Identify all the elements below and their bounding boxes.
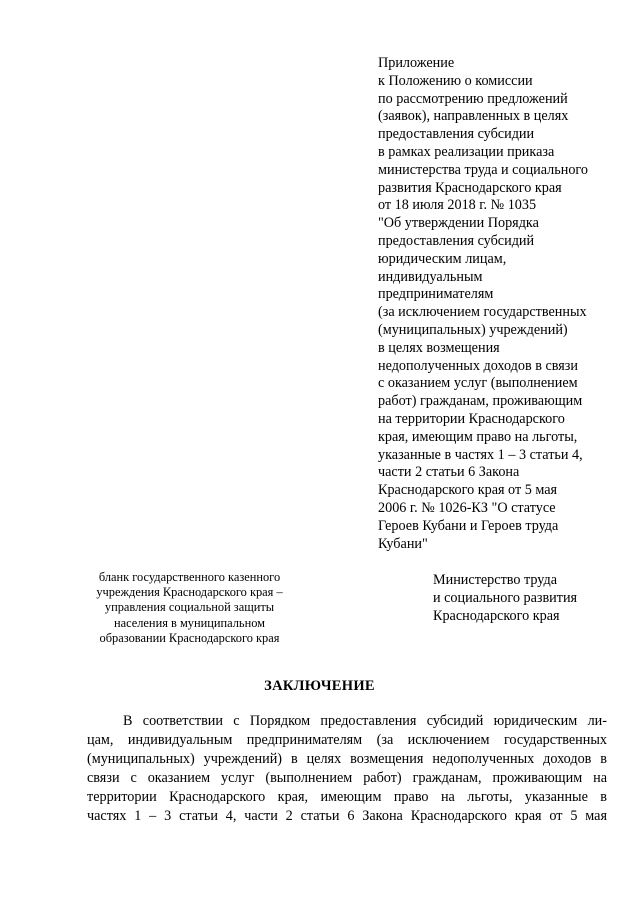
body-line: цам, индивидуальным предпринимателям (за исключением государственных — [87, 732, 607, 748]
body-line: частях 1 – 3 статьи 4, части 2 статьи 6 Закона Краснодарского края от 5 мая — [87, 808, 607, 824]
appendix-line: в рамках реализации приказа — [378, 143, 555, 160]
appendix-line: предпринимателям — [378, 286, 494, 303]
letterhead-line: образовании Краснодарского края — [99, 630, 280, 645]
appendix-line: к Положению о комиссии — [378, 72, 533, 89]
body-line: связи с оказанием услуг (выполнением работ) гражданам, проживающим на — [87, 770, 607, 786]
appendix-line: "Об утверждении Порядка — [378, 215, 539, 232]
appendix-line: министерства труда и социального — [378, 161, 588, 178]
appendix-line: от 18 июля 2018 г. № 1035 — [378, 197, 537, 214]
appendix-line: (заявок), направленных в целях — [378, 108, 569, 125]
appendix-block — [378, 55, 628, 553]
letterhead-line: бланк государственного казенного — [98, 570, 281, 584]
letterhead-line: населения в муниципальном — [113, 615, 266, 630]
letterhead-line: управления социальной защиты — [104, 600, 275, 615]
addressee-line: Министерство труда — [433, 572, 558, 588]
body-line: территории Краснодарского края, имеющим право на льготы, указанные в — [87, 789, 607, 805]
appendix-line: края, имеющим право на льготы, — [378, 428, 578, 445]
appendix-line: предоставления субсидий — [378, 232, 535, 249]
appendix-line: Героев Кубани и Героев труда — [378, 517, 559, 534]
appendix-line: Приложение — [378, 55, 455, 71]
appendix-line: работ) гражданам, проживающим — [378, 393, 583, 410]
appendix-line: (за исключением государственных — [378, 304, 587, 321]
appendix-line: недополученных доходов в связи — [378, 357, 579, 374]
appendix-line: на территории Краснодарского — [378, 410, 565, 427]
appendix-line: по рассмотрению предложений — [378, 90, 568, 107]
appendix-line: указанные в частях 1 – 3 статьи 4, — [378, 446, 583, 463]
addressee-line: и социального развития — [433, 589, 578, 606]
appendix-line: Кубани" — [378, 535, 428, 552]
appendix-line: с оказанием услуг (выполнением — [378, 375, 578, 392]
letterhead-blank — [82, 570, 297, 646]
appendix-line: индивидуальным — [378, 268, 483, 285]
appendix-line: в целях возмещения — [378, 339, 500, 356]
body-line: (муниципальных) учреждений) в целях возмещения недополученных доходов в — [87, 751, 607, 767]
appendix-line: Краснодарского края от 5 мая — [378, 482, 558, 499]
body-paragraph — [87, 712, 607, 826]
appendix-line: 2006 г. № 1026-КЗ "О статусе — [378, 499, 556, 516]
addressee-block — [433, 572, 623, 625]
letterhead-line: учреждения Краснодарского края – — [96, 585, 283, 600]
appendix-line: предоставления субсидии — [378, 126, 535, 143]
appendix-line: части 2 статьи 6 Закона — [378, 464, 520, 481]
appendix-line: (муниципальных) учреждений) — [378, 321, 568, 338]
body-line: В соответствии с Порядком предоставления субсидий юридическим ли- — [123, 713, 607, 729]
appendix-line: развития Краснодарского края — [378, 179, 562, 196]
addressee-line: Краснодарского края — [433, 607, 560, 624]
appendix-line: юридическим лицам, — [378, 250, 507, 267]
document-title: ЗАКЛЮЧЕНИЕ — [264, 678, 375, 694]
